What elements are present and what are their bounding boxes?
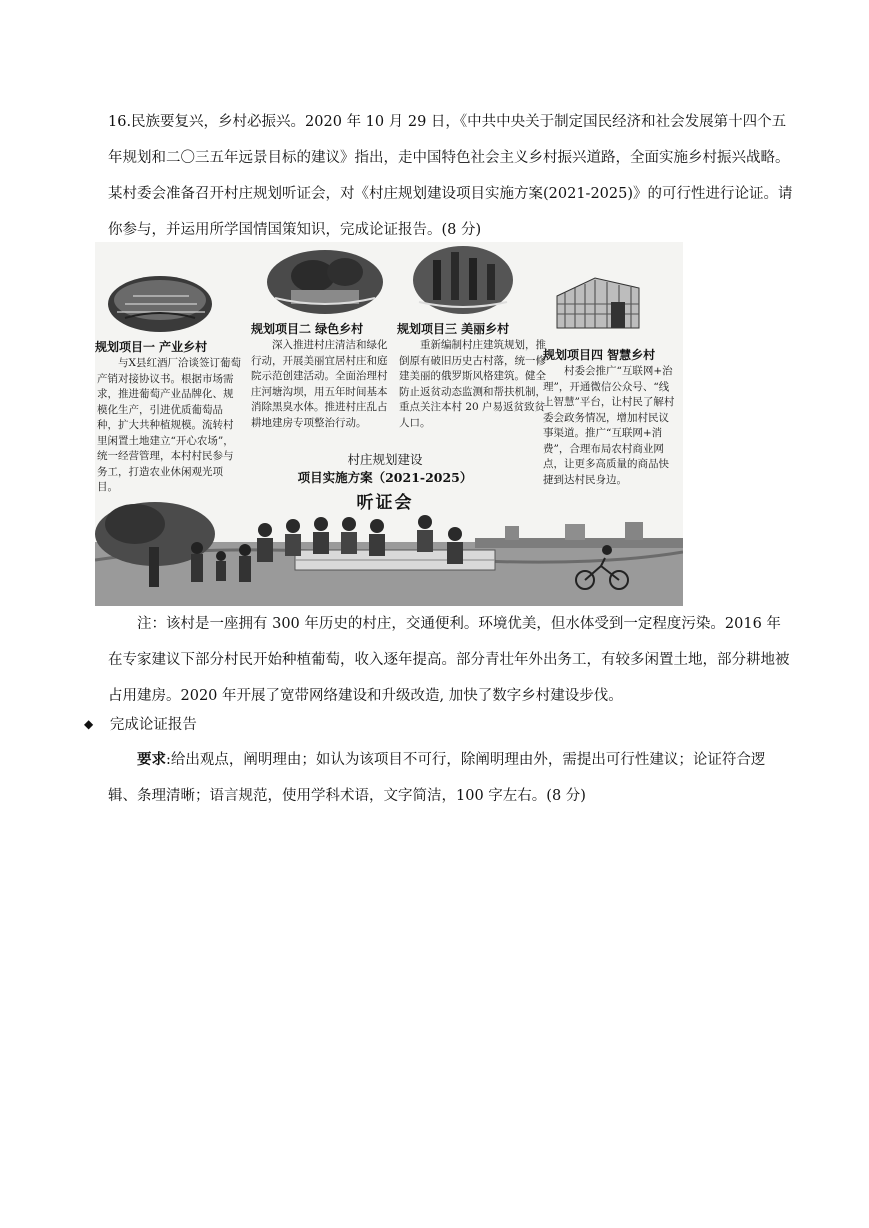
hearing-title-line3: 听证会 (356, 493, 414, 513)
project-4-body: 村委会推广“互联网+治理”，开通微信公众号、“线上智慧”平台，让村民了解村委会政务情况，增加村民议事渠道。推广“互联网+消费”，合理布局农村商业网点，让更多高质量的商品快捷到达村民身边。 (543, 365, 675, 486)
task-label: 完成论证报告 (109, 717, 197, 733)
project-3-body: 重新编制村庄建筑规划，推倒原有破旧历史古村落，统一修建美丽的俄罗斯风格建筑。健全防止返贫动态监测和帮扶机制，重点关注本村 20 户易返贫致贫人口。 (399, 339, 546, 429)
hearing-scene (95, 502, 683, 606)
diamond-bullet-icon: ◆ (84, 717, 94, 731)
smart-village-vignette (557, 278, 639, 328)
hearing-title-line1: 村庄规划建设 (347, 452, 423, 467)
background-note: 注：该村是一座拥有 300 年历史的村庄，交通便利。环境优美，但水体受到一定程度污染。2016 年在专家建议下部分村民开始种植葡萄，收入逐年提高。部分青壮年外出务工，有较多闲置土地，部分耕地被占用建房。2020 年开展了宽带网络建设和升级改造, 加快了数字乡村建设步伐。 (108, 616, 790, 704)
requirement-text: :给出观点，阐明理由；如认为该项目不可行，除阐明理由外，需提出可行性建议；论证符合逻辑、条理清晰；语言规范，使用学科术语，文字简洁，100 字左右。(8 分) (108, 752, 766, 804)
hearing-title-line2: 项目实施方案（2021-2025） (297, 470, 473, 485)
project-2-body: 深入推进村庄清洁和绿化行动，开展美丽宜居村庄和庭院示范创建活动。全面治理村庄河塘沟坝，用五年时间基本消除黑臭水体。推进村庄乱占耕地建房专项整治行动。 (251, 339, 388, 429)
project-4-title: 规划项目四 智慧乡村 (543, 348, 656, 362)
project-1-body: 与X县红酒厂洽谈签订葡萄产销对接协议书。根据市场需求，推进葡萄产业品牌化、规模化生产，引进优质葡萄品种，扩大共种植规模。流转村里闲置土地建立“开心农场”，统一经营管理，本村村民参与务工，打造农业休闲观光项目。 (97, 357, 241, 493)
task-heading (84, 712, 197, 737)
project-2-title: 规划项目二 绿色乡村 (251, 322, 364, 336)
green-village-vignette (267, 250, 383, 314)
question-text: 16.民族要复兴，乡村必振兴。2020 年 10 月 29 日，《中共中央关于制定国民经济和社会发展第十四个五年规划和二〇三五年远景目标的建议》指出，走中国特色社会主义乡村振兴道路，全面实施乡村振兴战略。某村委会准备召开村庄规划听证会，对《村庄规划建设项目实施方案(2021-2025)》的可行性进行论证。请你参与，并运用所学国情国策知识，完成论证报告。(8 分) (108, 114, 793, 238)
requirement-paragraph (108, 742, 793, 814)
beautiful-village-vignette (413, 246, 513, 314)
requirement-label: 要求 (137, 751, 166, 768)
hearing-illustration (95, 242, 683, 606)
vineyard-vignette (108, 276, 212, 332)
project-3-title: 规划项目三 美丽乡村 (397, 322, 510, 336)
project-1-title: 规划项目一 产业乡村 (95, 340, 208, 354)
